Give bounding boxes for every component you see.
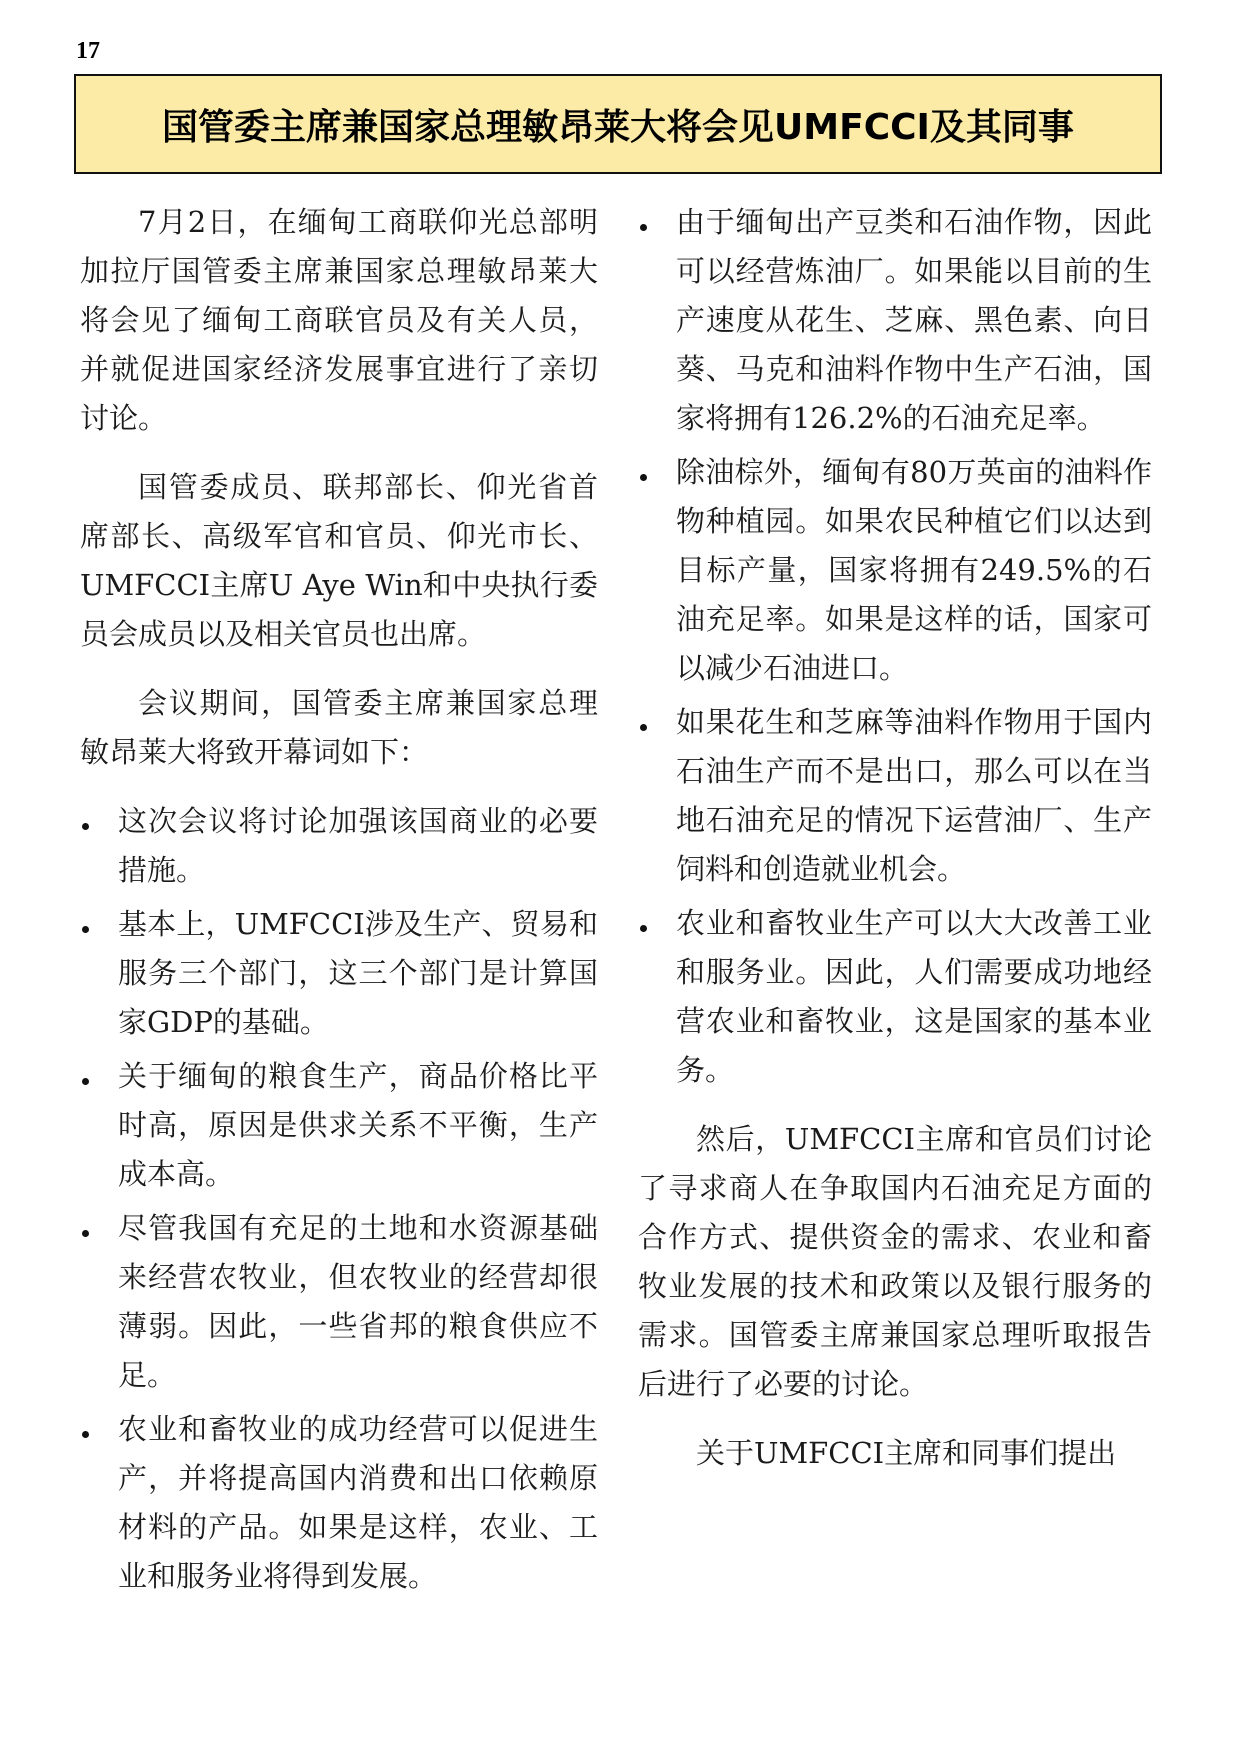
opening-speech-paragraph: 会议期间，国管委主席兼国家总理敏昂莱大将致开幕词如下： bbox=[80, 686, 598, 769]
discussion-paragraph: 然后，UMFCCI主席和官员们讨论了寻求商人在争取国内石油充足方面的合作方式、提供资金的需求、农业和畜牧业发展的技术和政策以及银行服务的需求。国管委主席兼国家总理听取报告后进行了必要的讨论。 bbox=[638, 1122, 1152, 1401]
bullet-item bbox=[80, 1204, 598, 1400]
bullet-item bbox=[80, 900, 598, 1047]
bullet-item bbox=[638, 448, 1152, 693]
left-column bbox=[80, 198, 598, 1621]
closing-paragraph: 关于UMFCCI主席和同事们提出 bbox=[696, 1436, 1117, 1470]
page-number: 17 bbox=[76, 38, 100, 64]
bullet-item bbox=[638, 198, 1152, 443]
bullet-item bbox=[638, 899, 1152, 1095]
title-banner bbox=[74, 74, 1162, 174]
bullet-text: 农业和畜牧业生产可以大大改善工业和服务业。因此，人们需要成功地经营农业和畜牧业，这是国家的基本业务。 bbox=[676, 906, 1152, 1087]
right-column bbox=[638, 198, 1152, 1498]
left-bullet-list bbox=[80, 797, 598, 1601]
bullet-text: 这次会议将讨论加强该国商业的必要措施。 bbox=[118, 804, 598, 887]
right-bullet-list bbox=[638, 198, 1152, 1095]
bullet-text: 由于缅甸出产豆类和石油作物，因此可以经营炼油厂。如果能以目前的生产速度从花生、芝麻、黑色素、向日葵、马克和油料作物中生产石油，国家将拥有126.2%的石油充足率。 bbox=[676, 205, 1152, 435]
bullet-item bbox=[80, 1052, 598, 1199]
bullet-item bbox=[80, 797, 598, 895]
bullet-text: 尽管我国有充足的土地和水资源基础来经营农牧业，但农牧业的经营却很薄弱。因此，一些省邦的粮食供应不足。 bbox=[118, 1211, 598, 1392]
bullet-text: 基本上，UMFCCI涉及生产、贸易和服务三个部门，这三个部门是计算国家GDP的基础。 bbox=[118, 907, 598, 1039]
bullet-text: 除油棕外，缅甸有80万英亩的油料作物种植园。如果农民种植它们以达到目标产量，国家将拥有249.5%的石油充足率。如果是这样的话，国家可以减少石油进口。 bbox=[676, 455, 1152, 685]
bullet-text: 关于缅甸的粮食生产，商品价格比平时高，原因是供求关系不平衡，生产成本高。 bbox=[118, 1059, 598, 1191]
bullet-item bbox=[638, 698, 1152, 894]
intro-paragraph: 7月2日，在缅甸工商联仰光总部明加拉厅国管委主席兼国家总理敏昂莱大将会见了缅甸工商联官员及有关人员，并就促进国家经济发展事宜进行了亲切讨论。 bbox=[80, 205, 598, 435]
page-title: 国管委主席兼国家总理敏昂莱大将会见UMFCCI及其同事 bbox=[162, 106, 1074, 148]
bullet-item bbox=[80, 1405, 598, 1601]
bullet-text: 如果花生和芝麻等油料作物用于国内石油生产而不是出口，那么可以在当地石油充足的情况下运营油厂、生产饲料和创造就业机会。 bbox=[676, 705, 1152, 886]
attendees-paragraph: 国管委成员、联邦部长、仰光省首席部长、高级军官和官员、仰光市长、UMFCCI主席U Aye Win和中央执行委员会成员以及相关官员也出席。 bbox=[80, 470, 598, 651]
bullet-text: 农业和畜牧业的成功经营可以促进生产，并将提高国内消费和出口依赖原材料的产品。如果是这样，农业、工业和服务业将得到发展。 bbox=[118, 1412, 598, 1593]
